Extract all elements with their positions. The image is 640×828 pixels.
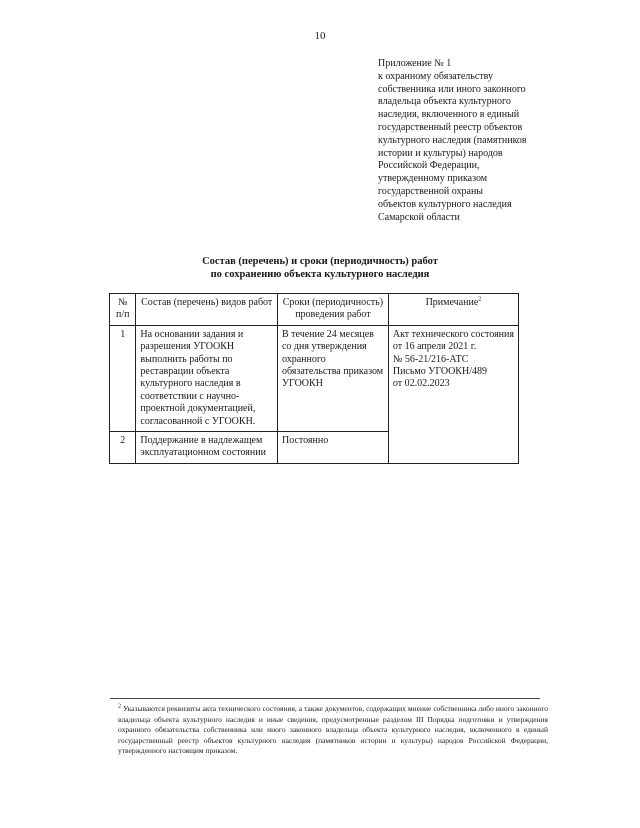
remark-line: Письмо УГООКН/489 <box>392 366 487 378</box>
header-number: № п/п <box>110 294 136 326</box>
appendix-line: объектов культурного наследия <box>378 198 512 210</box>
appendix-line: культурного наследия (памятников <box>378 134 527 146</box>
appendix-line: Самарской области <box>378 211 460 223</box>
document-title <box>0 255 640 281</box>
header-remark-label: Примечание <box>425 297 479 308</box>
row-terms: В течение 24 месяцев со дня утверждения охранного обязательства приказом УГООКН <box>277 325 388 431</box>
footnote-text: Указываются реквизиты акта технического состояния, а также документов, содержащих мнение собственника либо иного законного владельца объекта культурного наследия и иные сведения, предусмотренные разделом III Порядка подготовки и утверждения охранного обязательства собственника или иного законного владельца объекта культурного наследия, включенного в единый государственный реестр объектов культурного наследия (памятников истории и культуры) народов Российской Федерации, утвержденного настоящим приказом. <box>118 704 548 755</box>
appendix-line: государственной охраны <box>378 185 484 197</box>
appendix-line: государственный реестр объектов <box>378 121 523 133</box>
appendix-line: к охранному обязательству <box>378 70 494 82</box>
appendix-line: наследия, включенного в единый <box>378 109 520 121</box>
appendix-line: Приложение № 1 <box>378 58 452 69</box>
row-works: На основании задания и разрешения УГООКН выполнить работы по реставрации объекта культурного наследия в соответствии с научно-проектной документацией, согласованной с УГООКН. <box>136 325 278 431</box>
row-terms: Постоянно <box>277 432 388 464</box>
table-header-row <box>110 294 519 326</box>
header-terms: Сроки (периодичность) проведения работ <box>277 294 388 326</box>
appendix-header <box>378 58 578 224</box>
header-works: Состав (перечень) видов работ <box>136 294 278 326</box>
footnote <box>118 704 548 757</box>
footnote-divider <box>110 698 540 699</box>
row-works: Поддержание в надлежащем эксплуатационном состоянии <box>136 432 278 464</box>
table-row <box>110 325 519 431</box>
remark-line: от 16 апреля 2021 г. <box>392 341 477 353</box>
title-line-2: по сохранению объекта культурного наследия <box>210 269 430 280</box>
remark-line: от 02.02.2023 <box>392 378 450 390</box>
footnote-marker: 2 <box>118 703 121 710</box>
row-number: 2 <box>110 432 136 464</box>
appendix-line: утвержденному приказом <box>378 173 488 185</box>
page-number: 10 <box>314 30 326 42</box>
remark-line: Акт технического состояния <box>392 328 514 340</box>
title-line-1: Состав (перечень) и сроки (периодичность) работ <box>202 256 438 267</box>
row-number: 1 <box>110 325 136 431</box>
header-remark-footnote-ref: 2 <box>478 296 482 303</box>
appendix-line: Российской Федерации, <box>378 160 480 172</box>
row-remark <box>388 325 518 463</box>
header-remark <box>388 294 518 326</box>
appendix-line: собственника или иного законного <box>378 83 526 95</box>
appendix-line: истории и культуры) народов <box>378 147 503 159</box>
appendix-line: владельца объекта культурного <box>378 96 511 108</box>
works-table <box>109 293 519 464</box>
remark-line: № 56-21/216-АТС <box>392 353 469 365</box>
